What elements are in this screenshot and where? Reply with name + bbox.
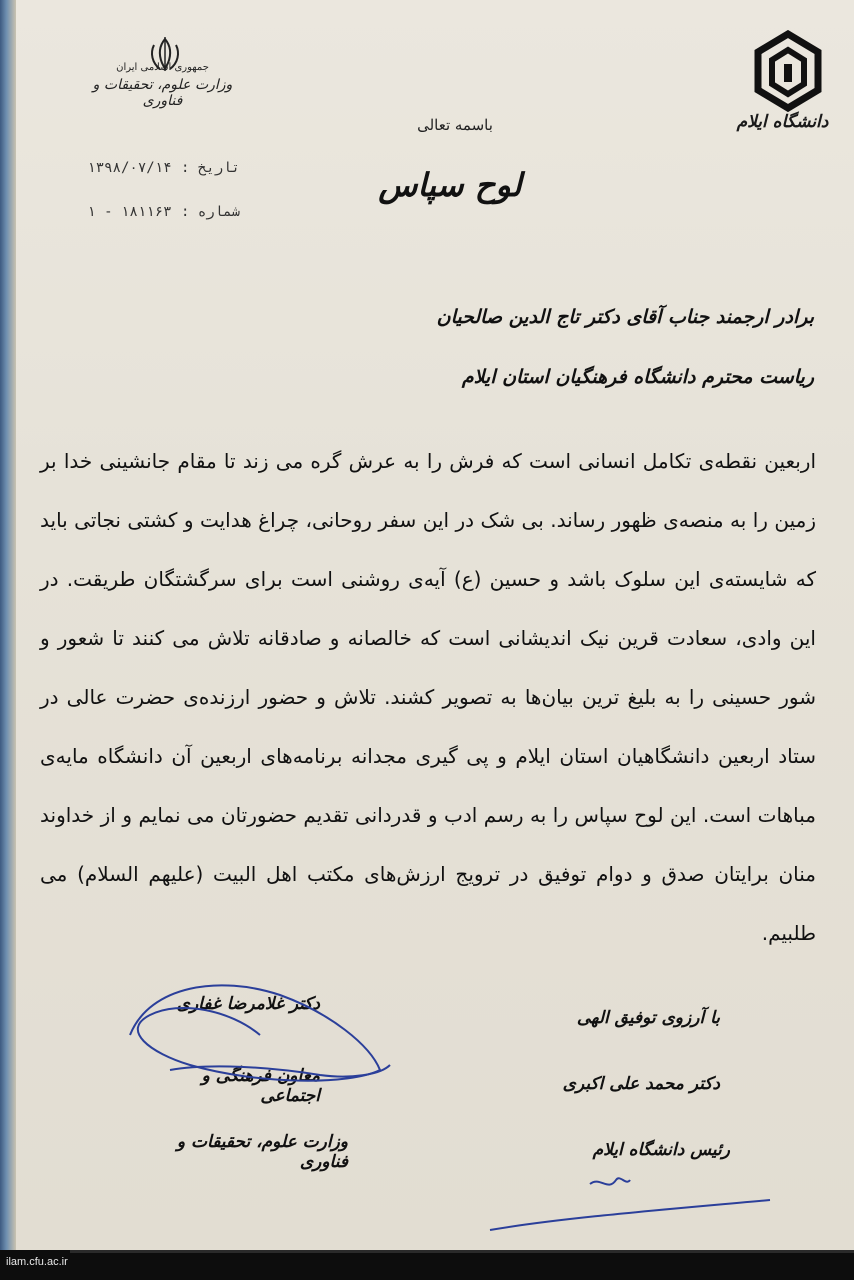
signer-right-position: رئیس دانشگاه ایلام <box>592 1140 730 1160</box>
ministry-name: وزارت علوم، تحقیقات و فناوری <box>92 77 233 109</box>
date-label: تاریخ : <box>180 160 240 176</box>
date-row <box>60 160 240 176</box>
recipient-line-1: برادر ارجمند جناب آقای دکتر تاج الدین صالحیان <box>436 306 814 328</box>
ministry-header <box>80 62 245 109</box>
handwritten-signature-right <box>480 1170 780 1240</box>
certificate-title: لوح سپاس <box>378 166 522 204</box>
closing-wish: با آرزوی توفیق الهی <box>576 1008 720 1028</box>
handwritten-signature-left <box>110 975 410 1095</box>
bismillah-heading: باسمه تعالی <box>417 116 493 134</box>
signer-right-name: دکتر محمد علی اکبری <box>562 1074 720 1094</box>
decorative-frame-border <box>0 0 16 1280</box>
number-label: شماره : <box>180 204 240 220</box>
signer-left-position: معاون فرهنگی و اجتماعی <box>201 1066 320 1106</box>
footer-accent-line <box>70 1250 854 1253</box>
university-name: دانشگاه ایلام <box>736 112 829 132</box>
footer-bar <box>0 1250 854 1280</box>
university-logo-icon <box>748 30 828 120</box>
date-value: ۱۳۹۸/۰۷/۱۴ <box>87 160 172 176</box>
signer-left-organization: وزارت علوم، تحقیقات و فناوری <box>176 1132 348 1172</box>
recipient-line-2: ریاست محترم دانشگاه فرهنگیان استان ایلام <box>461 366 814 388</box>
signer-left-name: دکتر غلامرضا غفاری <box>176 994 320 1014</box>
number-row <box>60 204 240 220</box>
certificate-body-text: اربعین نقطه‌ی تکامل انسانی است که فرش را به عرش گره می زند تا مقام جانشینی خدا بر زمین را به منصه‌ی ظهور رساند. بی شک در این سفر روحانی، چراغ هدایت و کشتی نجاتی باید که شایسته‌ی این سلوک باشد و حسین (ع) آیه‌ی روشنی است برای سرگشتگان طریقت. در این وادی، سعادت قرین نیک اندیشانی است که خالصانه و صادقانه تلاش می کنند تا شعور و شور حسینی را به بلیغ ترین بیان‌ها به تصویر کشند. تلاش و حضور ارزنده‌ی حضرت عالی در ستاد اربعین دانشگاهیان استان ایلام و پی گیری مجدانه برنامه‌های اربعین آن دانشگاه مایه‌ی مباهات است. این لوح سپاس را به رسم ادب و قدردانی تقدیم حضورتان می نمایم و از خداوند منان برایتان صدق و دوام توفیق در ترویج ارزش‌های مکتب اهل البیت (علیهم السلام) می طلبیم. <box>40 449 816 945</box>
footer-website[interactable]: ilam.cfu.ac.ir <box>6 1256 68 1268</box>
ministry-country: جمهوری اسلامی ایران <box>116 62 209 73</box>
number-value: ۱۸۱۱۶۳ - ۱ <box>87 204 172 220</box>
